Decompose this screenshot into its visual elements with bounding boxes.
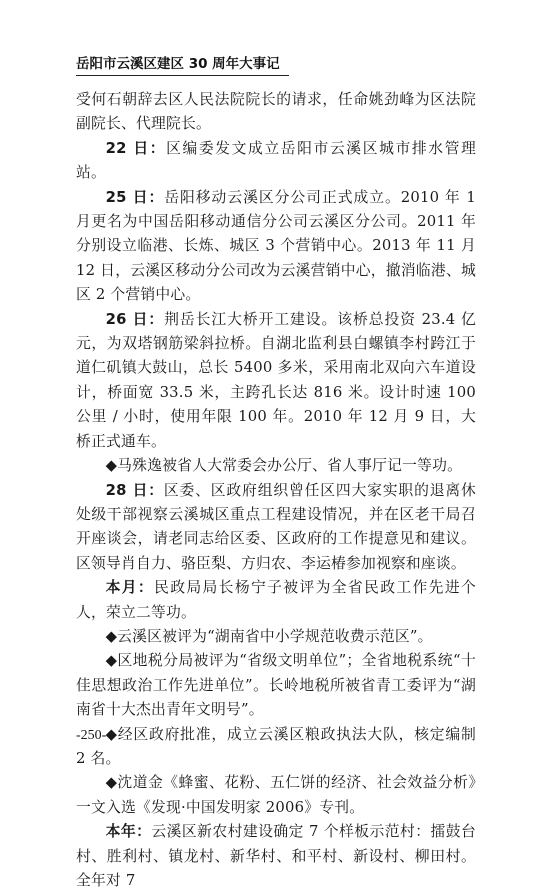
entry-text: ◆区地税分局被评为“省级文明单位”；全省地税系统“十佳思想政治工作先进单位”。长岭地税所被省青工委评为“湖南省十大杰出青年文明号”。 xyxy=(76,652,476,719)
paragraph xyxy=(76,723,476,772)
entry-date: 本年： xyxy=(105,823,152,841)
entry-text: ◆马殊逸被省人大常委会办公厅、省人事厅记一等功。 xyxy=(105,457,463,475)
entry-text: 受何石朝辞去区人民法院院长的请求，任命姚劲峰为区法院副院长、代理院长。 xyxy=(76,91,476,133)
entry-date: 26 日： xyxy=(105,310,165,328)
entry-text: ◆沈道金《蜂蜜、花粉、五仁饼的经济、社会效益分析》一文入选《发现·中国发明家 2006》专刊。 xyxy=(76,774,476,816)
running-header: 岳阳市云溪区建区 30 周年大事记 xyxy=(76,56,280,72)
paragraph xyxy=(76,137,476,186)
paragraph xyxy=(76,649,476,722)
entry-date: 28 日： xyxy=(105,481,164,499)
entry-text: 岳阳移动云溪区分公司正式成立。2010 年 1 月更名为中国岳阳移动通信分公司云溪区分公司。2011 年分别设立临港、长炼、城区 3 个营销中心。2013 年 11 月 12 日，云溪区移动分公司改为云溪营销中心，撤消临港、城区 2 个营销中心。 xyxy=(76,188,476,304)
header-rule xyxy=(76,75,289,76)
paragraph xyxy=(76,576,476,625)
entry-date: 25 日： xyxy=(105,188,165,206)
entry-text: 民政局局长杨宁子被评为全省民政工作先进个人，荣立二等功。 xyxy=(76,579,476,621)
page-body xyxy=(76,88,476,893)
paragraph xyxy=(76,186,476,308)
entry-text: 荆岳长江大桥开工建设。该桥总投资 23.4 亿元，为双塔钢筋梁斜拉桥。自湖北监利县白螺镇李村跨江于道仁矶镇大鼓山，总长 5400 多米，采用南北双向六车道设计，桥面宽 33.5 米，主跨孔长达 816 米。设计时速 100 公里 / 小时，使用年限 100 年。2010 年 12 月 9 日，大桥正式通车。 xyxy=(76,310,476,450)
page-number: -250- xyxy=(76,728,107,743)
entry-text: ◆经区政府批准，成立云溪区粮政执法大队，核定编制 2 名。 xyxy=(76,725,476,767)
paragraph xyxy=(76,479,476,577)
entry-text: 区委、区政府组织曾任区四大家实职的退离休处级干部视察云溪城区重点工程建设情况，并在区老干局召开座谈会，请老同志给区委、区政府的工作提意见和建议。区领导肖自力、骆臣梨、方归农、李运椿参加视察和座谈。 xyxy=(76,481,476,572)
paragraph xyxy=(76,308,476,454)
entry-text: 云溪区新农村建设确定 7 个样板示范村：擂鼓台村、胜利村、镇龙村、新华村、和平村、新设村、柳田村。全年对 7 xyxy=(76,823,476,889)
entry-date: 22 日： xyxy=(105,139,167,157)
entry-text: ◆云溪区被评为“湖南省中小学规范收费示范区”。 xyxy=(105,627,433,645)
entry-date: 本月： xyxy=(105,579,155,597)
paragraph xyxy=(76,820,476,893)
paragraph xyxy=(76,454,476,478)
paragraph xyxy=(76,88,476,137)
paragraph xyxy=(76,771,476,820)
entry-text: 区编委发文成立岳阳市云溪区城市排水管理站。 xyxy=(76,139,476,182)
paragraph xyxy=(76,625,476,649)
